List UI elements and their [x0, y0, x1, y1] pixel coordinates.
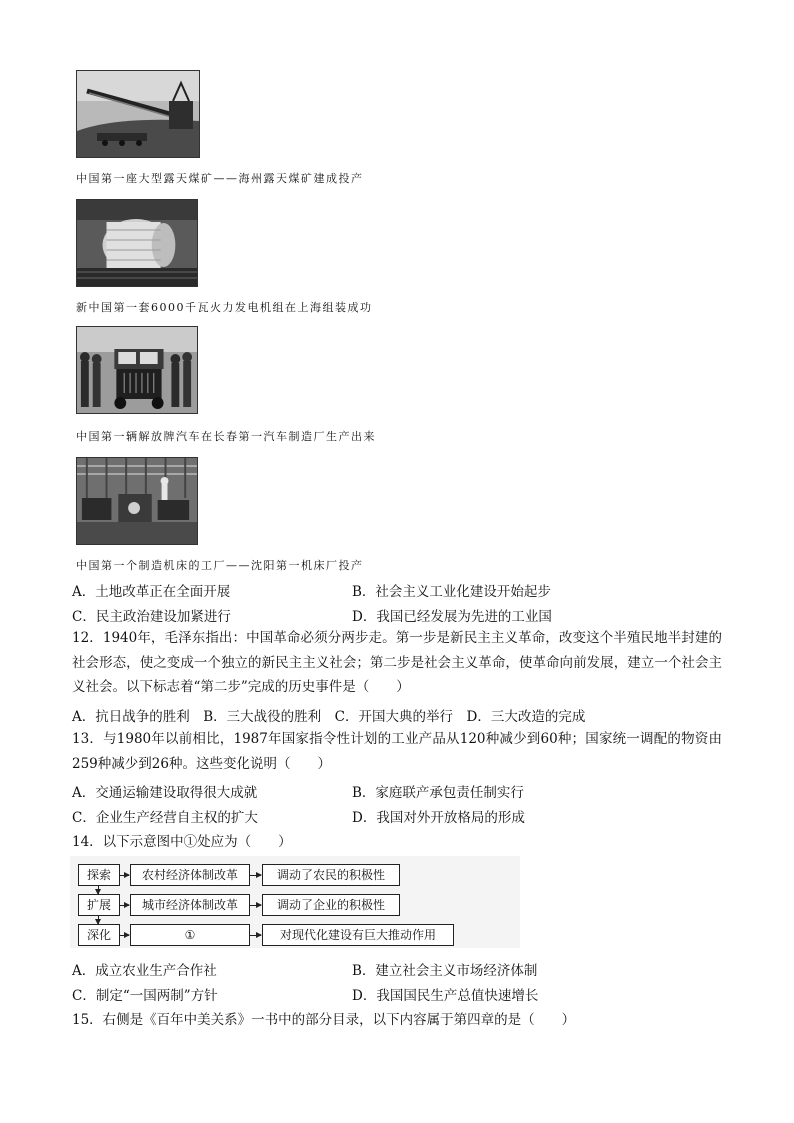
- q14-option-c[interactable]: C．制定“一国两制”方针: [72, 988, 218, 1004]
- diagram-reform-blank: ①: [130, 924, 250, 946]
- diagram-effect-enterprises: 调动了企业的积极性: [262, 894, 400, 916]
- right-arrow-icon: [119, 905, 129, 906]
- right-arrow-icon: [119, 935, 129, 936]
- q13-option-b[interactable]: B．家庭联产承包责任制实行: [352, 785, 524, 801]
- q11-option-c[interactable]: C．民主政治建设加紧进行: [72, 609, 231, 625]
- power-generator-photo: [76, 199, 198, 287]
- right-arrow-icon: [119, 875, 129, 876]
- diagram-reform-urban: 城市经济体制改革: [130, 894, 250, 916]
- q14-option-d[interactable]: D．我国国民生产总值快速增长: [352, 988, 539, 1004]
- q13-option-d[interactable]: D．我国对外开放格局的形成: [352, 810, 525, 826]
- q13-stem: 13．与1980年以前相比，1987年国家指令性计划的工业产品从120种减少到60种；国家统一调配的物资由259种减少到26种。这些变化说明（ ）: [72, 731, 722, 772]
- right-arrow-icon: [249, 935, 261, 936]
- q11-option-b[interactable]: B．社会主义工业化建设开始起步: [352, 584, 551, 600]
- q13-option-c[interactable]: C．企业生产经营自主权的扩大: [72, 810, 258, 826]
- diagram-reform-rural: 农村经济体制改革: [130, 864, 250, 886]
- right-arrow-icon: [249, 875, 261, 876]
- down-arrow-icon: [98, 886, 99, 894]
- q14-stem: 14．以下示意图中①处应为（ ）: [72, 834, 292, 850]
- q13-option-a[interactable]: A．交通运输建设取得很大成就: [72, 785, 258, 801]
- diagram-effect-modernization: 对现代化建设有巨大推动作用: [262, 924, 454, 946]
- q12-options[interactable]: A．抗日战争的胜利 B．三大战役的胜利 C．开国大典的举行 D．三大改造的完成: [72, 709, 586, 725]
- diagram-effect-farmers: 调动了农民的积极性: [262, 864, 400, 886]
- q15-stem: 15．右侧是《百年中美关系》一书中的部分目录，以下内容属于第四章的是（ ）: [72, 1012, 576, 1028]
- q12-stem: 12．1940年，毛泽东指出：中国革命必须分两步走。第一步是新民主主义革命，改变这个半殖民地半封建的社会形态，使之变成一个独立的新民主主义社会；第二步是社会主义革命，使革命向前发展，建立一个社会主义社会。以下标志着“第二步”完成的历史事件是（ ）: [72, 630, 722, 695]
- q14-option-a[interactable]: A．成立农业生产合作社: [72, 963, 217, 979]
- diagram-stage-expand: 扩展: [78, 894, 120, 916]
- diagram-stage-explore: 探索: [78, 864, 120, 886]
- jiefang-truck-photo: [76, 326, 198, 414]
- diagram-stage-deepen: 深化: [78, 924, 120, 946]
- open-pit-coal-mine-photo: [76, 70, 200, 158]
- photo-caption: 新中国第一套6000千瓦火力发电机组在上海组装成功: [76, 301, 373, 314]
- right-arrow-icon: [249, 905, 261, 906]
- q11-option-d[interactable]: D．我国已经发展为先进的工业国: [352, 609, 552, 625]
- q11-option-a[interactable]: A．土地改革正在全面开展: [72, 584, 231, 600]
- q14-option-b[interactable]: B．建立社会主义市场经济体制: [352, 963, 538, 979]
- photo-caption: 中国第一辆解放牌汽车在长春第一汽车制造厂生产出来: [76, 430, 376, 443]
- photo-caption: 中国第一座大型露天煤矿——海州露天煤矿建成投产: [76, 172, 364, 185]
- down-arrow-icon: [98, 916, 99, 924]
- photo-caption: 中国第一个制造机床的工厂——沈阳第一机床厂投产: [76, 559, 364, 572]
- machine-tool-factory-photo: [76, 457, 198, 545]
